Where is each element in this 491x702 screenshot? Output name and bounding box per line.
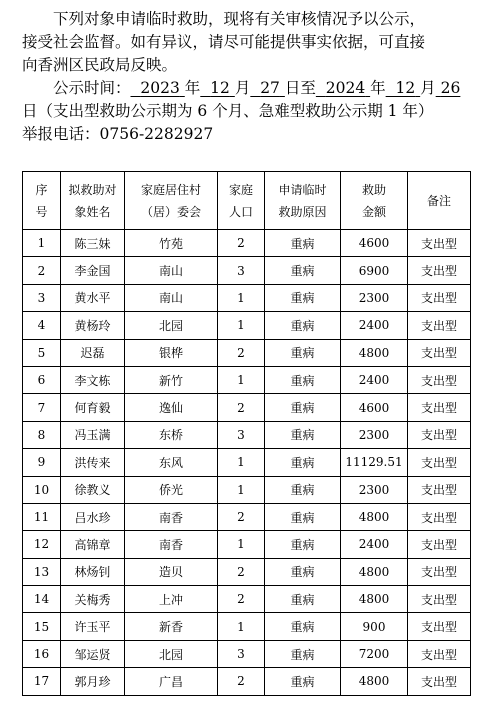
cell-household: 1: [218, 366, 265, 393]
cell-remark: 支出型: [408, 586, 471, 613]
table-header-row: [23, 172, 471, 230]
cell-household: 2: [218, 339, 265, 366]
cell-reason: 重病: [265, 394, 341, 421]
table-row: [23, 284, 471, 311]
cell-name: 黄水平: [61, 284, 125, 311]
cell-amount: 2400: [341, 366, 408, 393]
cell-seq: 2: [23, 257, 61, 284]
cell-community: 东桥: [125, 421, 218, 448]
cell-household: 2: [218, 668, 265, 695]
cell-amount: 6900: [341, 257, 408, 284]
table-row: [23, 366, 471, 393]
cell-amount: 2400: [341, 312, 408, 339]
table-row: [23, 230, 471, 257]
cell-seq: 4: [23, 312, 61, 339]
cell-community: 侨光: [125, 476, 218, 503]
header-community: 家庭居住村（居）委会: [125, 172, 218, 230]
cell-household: 1: [218, 531, 265, 558]
cell-amount: 11129.51: [341, 449, 408, 476]
table-row: [23, 312, 471, 339]
cell-reason: 重病: [265, 586, 341, 613]
cell-community: 逸仙: [125, 394, 218, 421]
relief-table: [22, 171, 471, 696]
cell-household: 1: [218, 449, 265, 476]
start-year: 2023: [140, 79, 180, 97]
intro-line-2: 接受社会监督。如有异议，请尽可能提供事实依据，可直接: [22, 33, 426, 51]
cell-household: 1: [218, 312, 265, 339]
cell-reason: 重病: [265, 613, 341, 640]
cell-name: 林炀钊: [61, 558, 125, 585]
cell-remark: 支出型: [408, 257, 471, 284]
cell-seq: 13: [23, 558, 61, 585]
cell-community: 南山: [125, 257, 218, 284]
cell-name: 吕水珍: [61, 503, 125, 530]
cell-community: 造贝: [125, 558, 218, 585]
intro-line-1: 下列对象申请临时救助，现将有关审核情况予以公示，: [53, 10, 426, 28]
cell-community: 新香: [125, 613, 218, 640]
cell-name: 何育毅: [61, 394, 125, 421]
table-row: [23, 476, 471, 503]
cell-name: 李文栋: [61, 366, 125, 393]
intro-line-3: 向香洲区民政局反映。: [22, 56, 178, 74]
cell-community: 北园: [125, 312, 218, 339]
cell-amount: 4800: [341, 586, 408, 613]
day-to: 日至: [284, 79, 316, 97]
header-remark: 备注: [408, 172, 471, 230]
cell-amount: 900: [341, 613, 408, 640]
hotline: 举报电话：0756-2282927: [22, 125, 214, 143]
cell-household: 1: [218, 284, 265, 311]
table-row: [23, 421, 471, 448]
intro-line-5: 日（支出型救助公示期为 6 个月、急难型救助公示期 1 年）: [22, 102, 434, 120]
cell-amount: 4800: [341, 668, 408, 695]
cell-household: 3: [218, 421, 265, 448]
cell-reason: 重病: [265, 503, 341, 530]
cell-seq: 9: [23, 449, 61, 476]
cell-reason: 重病: [265, 531, 341, 558]
start-day: 27: [260, 79, 280, 97]
cell-amount: 2300: [341, 476, 408, 503]
cell-seq: 16: [23, 640, 61, 667]
cell-household: 2: [218, 586, 265, 613]
cell-community: 竹苑: [125, 230, 218, 257]
table-row: [23, 531, 471, 558]
cell-remark: 支出型: [408, 503, 471, 530]
cell-seq: 11: [23, 503, 61, 530]
cell-remark: 支出型: [408, 366, 471, 393]
table-row: [23, 586, 471, 613]
table-row: [23, 257, 471, 284]
cell-name: 陈三妹: [61, 230, 125, 257]
table-row: [23, 640, 471, 667]
cell-remark: 支出型: [408, 394, 471, 421]
cell-name: 郭月珍: [61, 668, 125, 695]
cell-reason: 重病: [265, 339, 341, 366]
cell-seq: 17: [23, 668, 61, 695]
notice-intro: [22, 8, 472, 146]
end-day: 26: [440, 79, 461, 97]
cell-amount: 4600: [341, 394, 408, 421]
cell-remark: 支出型: [408, 531, 471, 558]
cell-amount: 2300: [341, 421, 408, 448]
month-char-2: 月: [420, 79, 436, 97]
cell-community: 北园: [125, 640, 218, 667]
cell-name: 迟磊: [61, 339, 125, 366]
publicity-period: [22, 77, 472, 100]
cell-name: 李金国: [61, 257, 125, 284]
cell-seq: 3: [23, 284, 61, 311]
cell-seq: 1: [23, 230, 61, 257]
cell-remark: 支出型: [408, 230, 471, 257]
cell-community: 广昌: [125, 668, 218, 695]
table-row: [23, 339, 471, 366]
cell-name: 高锦章: [61, 531, 125, 558]
cell-seq: 12: [23, 531, 61, 558]
cell-community: 南香: [125, 531, 218, 558]
cell-household: 2: [218, 558, 265, 585]
header-reason: 申请临时救助原因: [265, 172, 341, 230]
end-month: 12: [395, 79, 416, 97]
cell-name: 关梅秀: [61, 586, 125, 613]
cell-amount: 7200: [341, 640, 408, 667]
start-month: 12: [210, 79, 230, 97]
cell-reason: 重病: [265, 449, 341, 476]
cell-remark: 支出型: [408, 558, 471, 585]
header-seq: 序号: [23, 172, 61, 230]
cell-name: 冯玉满: [61, 421, 125, 448]
cell-reason: 重病: [265, 640, 341, 667]
cell-seq: 6: [23, 366, 61, 393]
table-row: [23, 503, 471, 530]
cell-amount: 4600: [341, 230, 408, 257]
cell-household: 2: [218, 230, 265, 257]
end-year: 2024: [325, 79, 366, 97]
cell-reason: 重病: [265, 257, 341, 284]
cell-name: 邹运贤: [61, 640, 125, 667]
cell-remark: 支出型: [408, 284, 471, 311]
cell-household: 2: [218, 394, 265, 421]
year-char-1: 年: [184, 79, 201, 97]
cell-remark: 支出型: [408, 339, 471, 366]
cell-reason: 重病: [265, 312, 341, 339]
cell-reason: 重病: [265, 230, 341, 257]
cell-reason: 重病: [265, 558, 341, 585]
header-name: 拟救助对象姓名: [61, 172, 125, 230]
cell-name: 徐教义: [61, 476, 125, 503]
cell-seq: 14: [23, 586, 61, 613]
cell-remark: 支出型: [408, 668, 471, 695]
cell-reason: 重病: [265, 284, 341, 311]
cell-name: 洪传来: [61, 449, 125, 476]
cell-amount: 2300: [341, 284, 408, 311]
header-amount: 救助金额: [341, 172, 408, 230]
cell-community: 东风: [125, 449, 218, 476]
cell-household: 1: [218, 613, 265, 640]
cell-seq: 15: [23, 613, 61, 640]
cell-reason: 重病: [265, 476, 341, 503]
cell-name: 许玉平: [61, 613, 125, 640]
cell-remark: 支出型: [408, 613, 471, 640]
cell-name: 黄杨玲: [61, 312, 125, 339]
cell-household: 2: [218, 503, 265, 530]
cell-amount: 4800: [341, 339, 408, 366]
cell-community: 上冲: [125, 586, 218, 613]
year-char-2: 年: [370, 79, 386, 97]
header-household: 家庭人口: [218, 172, 265, 230]
cell-remark: 支出型: [408, 476, 471, 503]
cell-community: 南山: [125, 284, 218, 311]
cell-household: 3: [218, 640, 265, 667]
table-row: [23, 668, 471, 695]
cell-community: 新竹: [125, 366, 218, 393]
cell-seq: 5: [23, 339, 61, 366]
cell-seq: 10: [23, 476, 61, 503]
cell-reason: 重病: [265, 366, 341, 393]
cell-seq: 8: [23, 421, 61, 448]
cell-remark: 支出型: [408, 421, 471, 448]
cell-remark: 支出型: [408, 640, 471, 667]
cell-amount: 4800: [341, 558, 408, 585]
cell-amount: 4800: [341, 503, 408, 530]
table-row: [23, 394, 471, 421]
cell-household: 1: [218, 476, 265, 503]
period-prefix: 公示时间：: [53, 79, 131, 97]
table-row: [23, 558, 471, 585]
table-row: [23, 613, 471, 640]
month-char-1: 月: [234, 79, 251, 97]
cell-reason: 重病: [265, 421, 341, 448]
cell-household: 3: [218, 257, 265, 284]
cell-reason: 重病: [265, 668, 341, 695]
cell-remark: 支出型: [408, 312, 471, 339]
table-row: [23, 449, 471, 476]
cell-remark: 支出型: [408, 449, 471, 476]
cell-community: 银桦: [125, 339, 218, 366]
cell-community: 南香: [125, 503, 218, 530]
cell-seq: 7: [23, 394, 61, 421]
cell-amount: 2400: [341, 531, 408, 558]
